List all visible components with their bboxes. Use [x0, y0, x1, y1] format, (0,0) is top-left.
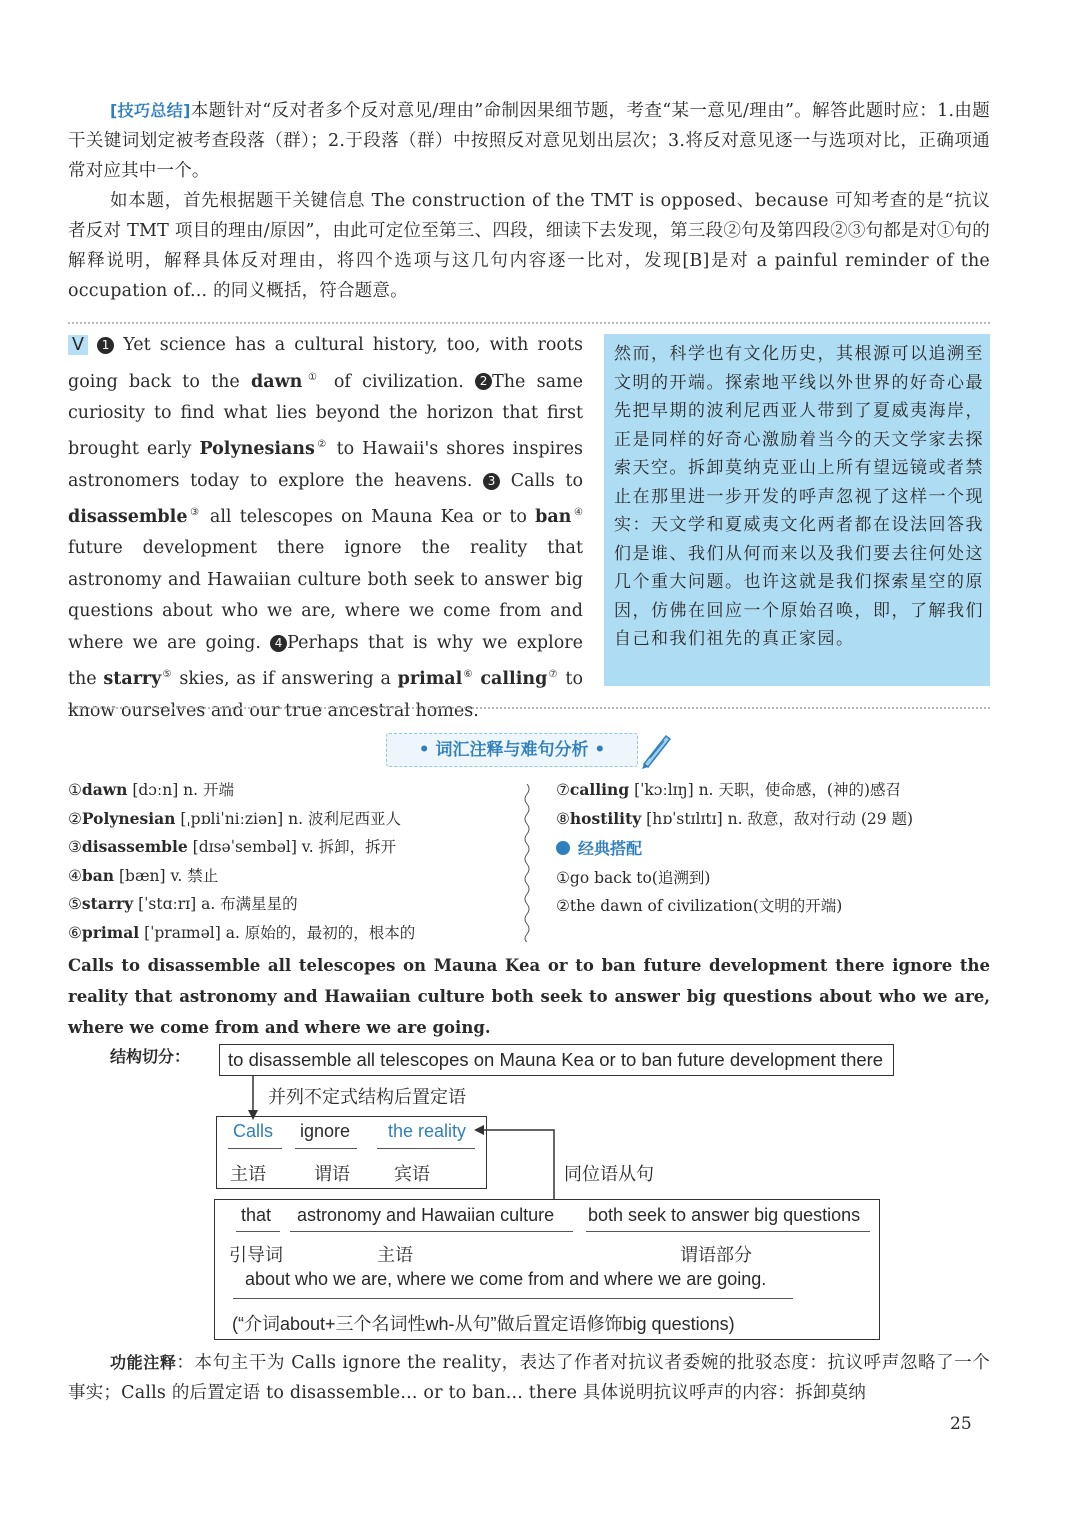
- vocab-item: ②Polynesian [ˌpɒliˈniːziən] n. 波利尼西亚人: [68, 808, 401, 828]
- clause-predicate-underline: [586, 1231, 870, 1232]
- diagram-label: 结构切分：: [110, 1047, 191, 1066]
- summary-tag: [技巧总结]: [110, 101, 191, 120]
- vocab-word: ban: [535, 506, 572, 527]
- about-note: (“介词about+三个名词性wh-从句”做后置定语修饰big questions): [232, 1314, 735, 1334]
- vocab-word: dawn: [251, 371, 303, 392]
- that-label: 引导词: [229, 1245, 283, 1265]
- sentence-number: 4: [270, 635, 287, 652]
- vocab-word: calling: [480, 669, 548, 690]
- vocab-item: ⑦calling [ˈkɔːlɪŋ] n. 天职，使命感，(神的)感召: [556, 780, 902, 799]
- page-number: 25: [950, 1414, 972, 1434]
- object-word: the reality: [388, 1121, 467, 1141]
- about-phrase: about who we are, where we come from and where we are going.: [245, 1269, 767, 1289]
- vocab-word: starry: [103, 669, 162, 690]
- subject-word: Calls: [233, 1121, 274, 1141]
- clause-predicate: both seek to answer big questions: [588, 1205, 861, 1225]
- sentence-number: 1: [97, 337, 114, 354]
- paragraph-label: V: [68, 335, 88, 355]
- vocab-item: ④ban [bæn] v. 禁止: [68, 865, 219, 885]
- translation-box: 然而，科学也有文化历史，其根源可以追溯至文明的开端。探索地平线以外世界的好奇心最先把早期的波利尼西亚人带到了夏威夷海岸，正是同样的好奇心激励着当今的天文学家去探索天空。拆卸莫纳克亚山上所有望远镜或者禁止在那里进一步开发的呼声忽视了这样一个现实：天文学和夏威夷文化两者都在设法回答我们是谁、我们从何而来以及我们要去往何处这几个重大问题。也许这就是我们探索星空的原因，仿佛在回应一个原始召唤，即，了解我们自己和我们祖先的真正家园。: [604, 334, 990, 686]
- sentence-number: 3: [483, 473, 500, 490]
- verb-label: 谓语: [314, 1164, 350, 1184]
- vocab-item: ⑤starry [ˈstɑːrɪ] a. 布满星星的: [68, 894, 298, 913]
- subject-underline: [228, 1148, 282, 1149]
- about-underline: [233, 1298, 793, 1299]
- appositive-note: 同位语从句: [564, 1164, 654, 1184]
- infinitive-note: 并列不定式结构后置定语: [268, 1087, 466, 1107]
- summary-paragraph-2: 如本题，首先根据题干关键信息 The construction of the TMT is opposed、because 可知考查的是“抗议者反对 TMT 项目的理由/原因”，由此可定位至第三、四段，细读下去发现，第三段②句及第四段②③句都是对①句的解释说明，解释具体反对理由，将四个选项与这几句内容逐一比对，发现[B]是对 a painful reminder of the occupation of... 的同义概括，符合题意。: [68, 191, 990, 301]
- summary-paragraph-1: [技巧总结]本题针对“反对者多个反对意见/理由”命制因果细节题，考查“某一意见/理由”。解答此题时应：1.由题干关键词划定被考查段落（群）；2.于段落（群）中按照反对意见划出层次；3.将反对意见逐一与选项对比，正确项通常对应其中一个。: [68, 101, 990, 181]
- clause-subject-underline: [290, 1231, 573, 1232]
- function-tag: 功能注释: [110, 1353, 177, 1372]
- vocab-item: ③disassemble [dɪsəˈsembəl] v. 拆卸，拆开: [68, 837, 397, 856]
- vocab-word: Polynesians: [199, 439, 315, 460]
- vocab-word: disassemble: [68, 506, 188, 527]
- vocab-word: primal: [397, 669, 463, 690]
- verb-underline: [295, 1148, 357, 1149]
- that-underline: [236, 1231, 280, 1232]
- collocation-item: ②the dawn of civilization(文明的开端): [556, 897, 843, 915]
- sentence-number: 2: [475, 373, 492, 390]
- object-underline: [377, 1148, 475, 1149]
- vocab-section-title: • 词汇注释与难句分析 •: [386, 733, 638, 767]
- vocab-item: ⑧hostility [hɒˈstɪlɪtɪ] n. 敌意，敌对行动 (29 题): [556, 808, 914, 828]
- infinitive-box: to disassemble all telescopes on Mauna Kea or to ban future development there: [219, 1044, 894, 1076]
- collocation-item: ①go back to(追溯到): [556, 868, 711, 887]
- clause-subject: astronomy and Hawaiian culture: [297, 1205, 555, 1225]
- vocab-item: ①dawn [dɔːn] n. 开端: [68, 780, 234, 799]
- function-note: 功能注释：本句主干为 Calls ignore the reality，表达了作者对抗议者委婉的批驳态度：抗议呼声忽略了一个事实；Calls 的后置定语 to disassemble... or to ban... there 具体说明抗议呼声的内容：拆卸莫纳: [68, 1353, 990, 1403]
- clause-predicate-label: 谓语部分: [680, 1245, 752, 1265]
- verb-word: ignore: [300, 1121, 351, 1141]
- passage-text: V 1 Yet science has a cultural history, too, with roots going back to the dawn① of civilization. 2 The same curiosity to find what lies beyond the horizon that first brought early Polynesians② to Hawaii's shores inspires astronomers today to explore the heavens. 3 Calls to disassemble③ all telescopes on Mauna Kea or to ban④ future development there ignore the reality that astronomy and Hawaiian culture both seek to answer big questions about who we are, where we come from and where we are going. 4 Perhaps that is why we explore the starry⑤ skies, as if answering a primal⑥ calling⑦ to know ourselves and our true ancestral homes.: [68, 335, 584, 721]
- collocation-heading: 经典搭配: [556, 835, 986, 864]
- vocab-item: ⑥primal [ˈpraɪməl] a. 原始的，最初的，根本的: [68, 922, 416, 942]
- object-label: 宾语: [394, 1164, 430, 1184]
- that-word: that: [241, 1205, 272, 1225]
- subject-label: 主语: [230, 1164, 266, 1184]
- clause-subject-label: 主语: [377, 1245, 413, 1265]
- difficult-sentence: Calls to disassemble all telescopes on Mauna Kea or to ban future development there ignore the reality that astronomy and Hawaiian culture both seek to answer big questions about who we are, where we come from and where we are going.: [68, 956, 990, 1037]
